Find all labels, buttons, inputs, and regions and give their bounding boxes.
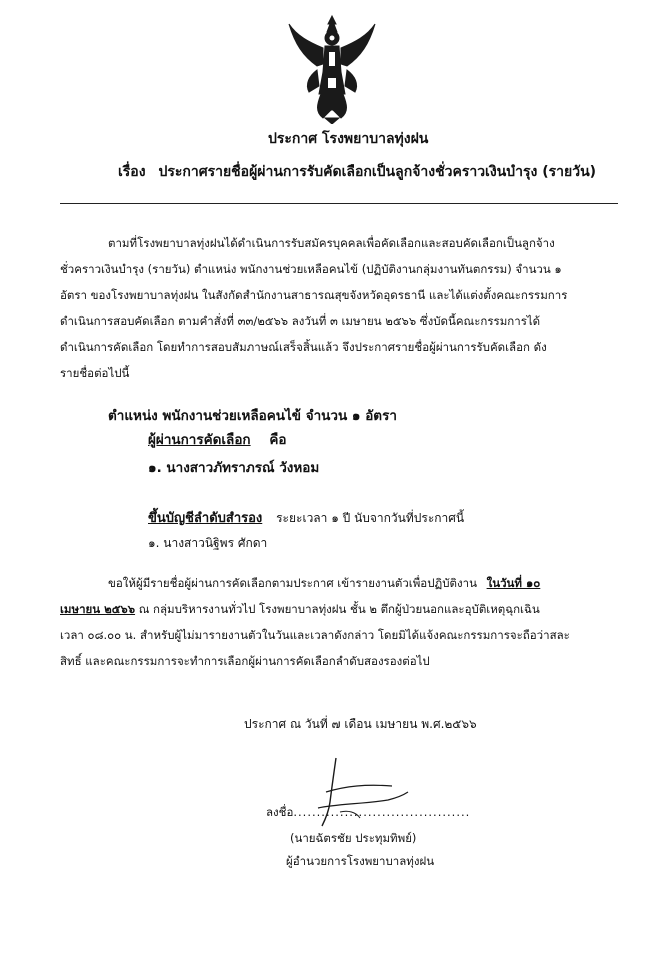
subject-text: ประกาศรายชื่อผู้ผ่านการรับคัดเลือกเป็นลูกจ้างชั่วคราวเงินบำรุง (รายวัน) — [158, 164, 597, 180]
subject-label: เรื่อง — [118, 164, 146, 180]
garuda-emblem-icon — [287, 14, 377, 124]
passed-label: ผู้ผ่านการคัดเลือก — [148, 432, 251, 448]
report-line-2: ณ กลุ่มบริหารงานทั่วไป โรงพยาบาลทุ่งฝน ชั้น ๒ ตึกผู้ป่วยนอกและอุบัติเหตุฉุกเฉิน — [138, 602, 540, 616]
position-line: ตำแหน่ง พนักงานช่วยเหลือคนไข้ จำนวน ๑ อัตรา — [108, 408, 397, 424]
intro-line-4: ดำเนินการสอบคัดเลือก ตามคำสั่งที่ ๓๓/๒๕๖๖ ลงวันที่ ๓ เมษายน ๒๕๖๖ ซึ่งบัดนี้คณะกรรมการได้ — [60, 314, 541, 328]
sign-label: ลงชื่อ — [266, 805, 294, 819]
intro-line-5: ดำเนินการคัดเลือก โดยทำการสอบสัมภาษณ์เสร็จสิ้นแล้ว จึงประกาศรายชื่อผู้ผ่านการรับคัดเลือก ดัง — [60, 340, 547, 354]
intro-line-2: ชั่วคราวเงินบำรุง (รายวัน) ตำแหน่ง พนักงานช่วยเหลือคนไข้ (ปฏิบัติงานกลุ่มงานทันตกรรม) จำนวน ๑ — [60, 262, 562, 276]
intro-line-3: อัตรา ของโรงพยาบาลทุ่งฝน ในสังกัดสำนักงานสาธารณสุขจังหวัดอุดรธานี และได้แต่งตั้งคณะกรรมการ — [60, 288, 568, 302]
report-date-part-1: ในวันที่ ๑๐ — [486, 576, 541, 590]
announcement-title: ประกาศ โรงพยาบาลทุ่งฝน — [268, 131, 429, 147]
reserve-label: ขึ้นบัญชีลำดับสำรอง — [148, 511, 263, 526]
report-line-4: สิทธิ์ และคณะกรรมการจะทำการเลือกผู้ผ่านการคัดเลือกลำดับสองรองต่อไป — [60, 654, 430, 668]
passed-candidate: ๑. นางสาวภัทราภรณ์ วังหอม — [148, 460, 320, 476]
signer-title: ผู้อำนวยการโรงพยาบาลทุ่งฝน — [286, 854, 435, 868]
signer-name: (นายฉัตรชัย ประทุมทิพย์) — [290, 831, 417, 845]
reserve-period: ระยะเวลา ๑ ปี นับจากวันที่ประกาศนี้ — [276, 511, 465, 525]
report-line-3: เวลา ๐๘.๐๐ น. สำหรับผู้ไม่มารายงานตัวในวันและเวลาดังกล่าว โดยมิได้แจ้งคณะกรรมการจะถือว่าสละ — [60, 628, 570, 642]
header-divider — [60, 203, 618, 204]
announced-date: ประกาศ ณ วันที่ ๗ เดือน เมษายน พ.ศ.๒๕๖๖ — [244, 717, 477, 731]
intro-line-1: ตามที่โรงพยาบาลทุ่งฝนได้ดำเนินการรับสมัครบุคคลเพื่อคัดเลือกและสอบคัดเลือกเป็นลูกจ้าง — [108, 236, 555, 250]
report-line-1: ขอให้ผู้มีรายชื่อผู้ผ่านการคัดเลือกตามประกาศ เข้ารายงานตัวเพื่อปฏิบัติงาน — [108, 576, 477, 590]
report-date-part-2: เมษายน ๒๕๖๖ — [60, 602, 136, 616]
intro-line-6: รายชื่อต่อไปนี้ — [60, 366, 130, 380]
passed-suffix: คือ — [269, 432, 287, 448]
reserve-candidate: ๑. นางสาวนิฐิพร ศักดา — [148, 536, 268, 550]
